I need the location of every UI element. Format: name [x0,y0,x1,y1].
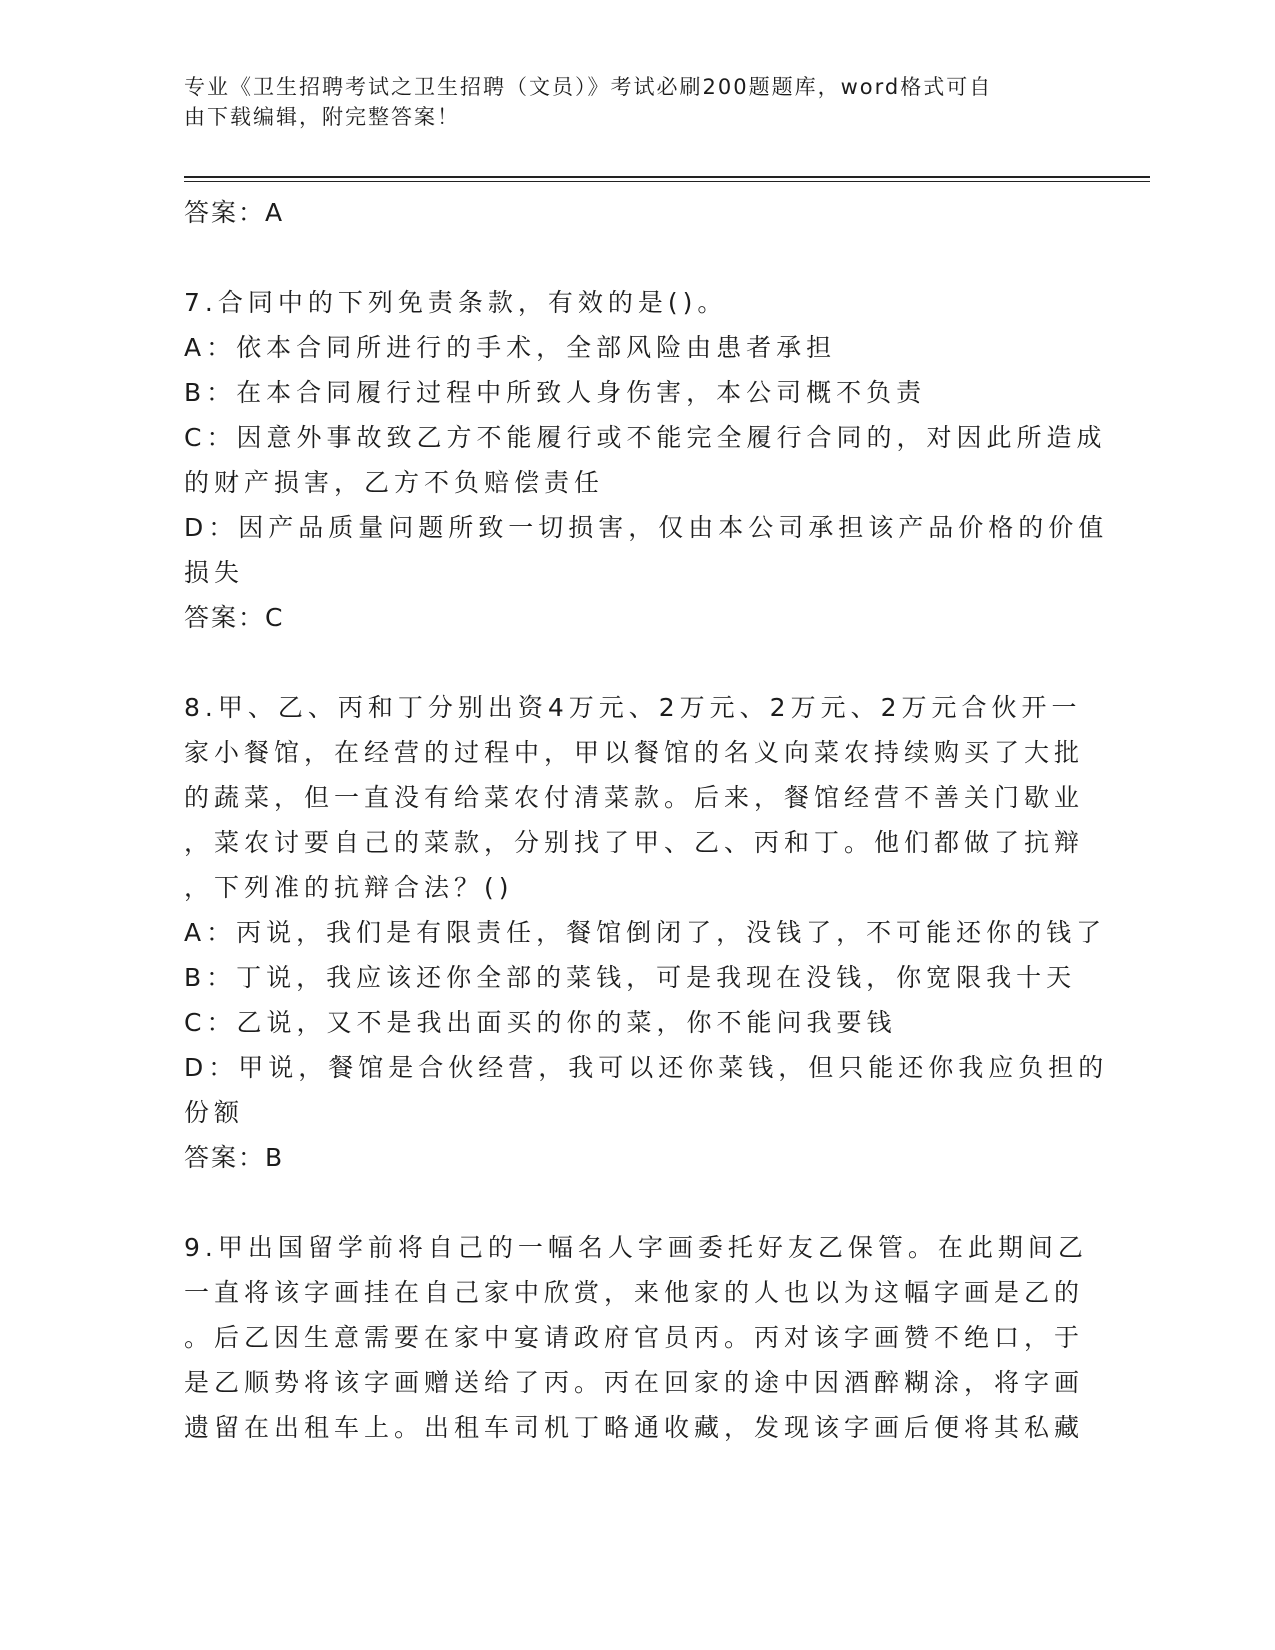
header-divider-thick [184,176,1150,178]
question-stem-line-3: 。后乙因生意需要在家中宴请政府官员丙。丙对该字画赞不绝口，于 [184,1323,1085,1352]
answer-q7: 答案：C [184,603,285,632]
option-d-line-1: D：甲说，餐馆是合伙经营，我可以还你菜钱，但只能还你我应负担的 [184,1053,1109,1082]
question-stem-line-4: ，菜农讨要自己的菜款，分别找了甲、乙、丙和丁。他们都做了抗辩 [184,828,1085,857]
option-a: A：丙说，我们是有限责任，餐馆倒闭了，没钱了，不可能还你的钱了 [184,918,1107,947]
header-line-2: 由下载编辑，附完整答案！ [184,105,460,129]
option-c-line-1: C：因意外事故致乙方不能履行或不能完全履行合同的，对因此所造成 [184,423,1107,452]
question-stem-line-2: 一直将该字画挂在自己家中欣赏，来他家的人也以为这幅字画是乙的 [184,1278,1085,1307]
answer-q8: 答案：B [184,1143,285,1172]
question-stem-line-4: 是乙顺势将该字画赠送给了丙。丙在回家的途中因酒醉糊涂，将字画 [184,1368,1085,1397]
option-b: B：在本合同履行过程中所致人身伤害，本公司概不负责 [184,378,927,407]
question-stem: 7.合同中的下列免责条款，有效的是()。 [184,288,728,317]
question-stem-line-3: 的蔬菜，但一直没有给菜农付清菜款。后来，餐馆经营不善关门歇业 [184,783,1085,812]
question-8 [184,685,1109,1180]
option-d-line-1: D：因产品质量问题所致一切损害，仅由本公司承担该产品价格的价值 [184,513,1109,542]
option-c: C：乙说，又不是我出面买的你的菜，你不能问我要钱 [184,1008,897,1037]
document-body [184,190,1109,1450]
option-c-line-2: 的财产损害，乙方不负赔偿责任 [184,468,605,497]
spacer [184,1180,1064,1225]
header-line-1: 专业《卫生招聘考试之卫生招聘（文员）》考试必刷200题题库，word格式可自 [184,75,993,99]
question-7 [184,280,1109,640]
question-stem-line-1: 8.甲、乙、丙和丁分别出资4万元、2万元、2万元、2万元合伙开一 [184,693,1082,722]
option-b: B：丁说，我应该还你全部的菜钱，可是我现在没钱，你宽限我十天 [184,963,1077,992]
spacer [184,640,1064,685]
question-stem-line-1: 9.甲出国留学前将自己的一幅名人字画委托好友乙保管。在此期间乙 [184,1233,1088,1262]
question-9 [184,1225,1088,1450]
document-header [184,72,1064,132]
header-divider-thin [184,181,1150,182]
answer-q6: 答案：A [184,198,285,227]
option-d-line-2: 份额 [184,1098,245,1127]
question-stem-line-5: ，下列准的抗辩合法？() [184,873,514,902]
question-stem-line-2: 家小餐馆，在经营的过程中，甲以餐馆的名义向菜农持续购买了大批 [184,738,1085,767]
option-d-line-2: 损失 [184,558,245,587]
question-stem-line-5: 遗留在出租车上。出租车司机丁略通收藏，发现该字画后便将其私藏 [184,1413,1085,1442]
option-a: A：依本合同所进行的手术，全部风险由患者承担 [184,333,837,362]
spacer [184,235,1064,280]
